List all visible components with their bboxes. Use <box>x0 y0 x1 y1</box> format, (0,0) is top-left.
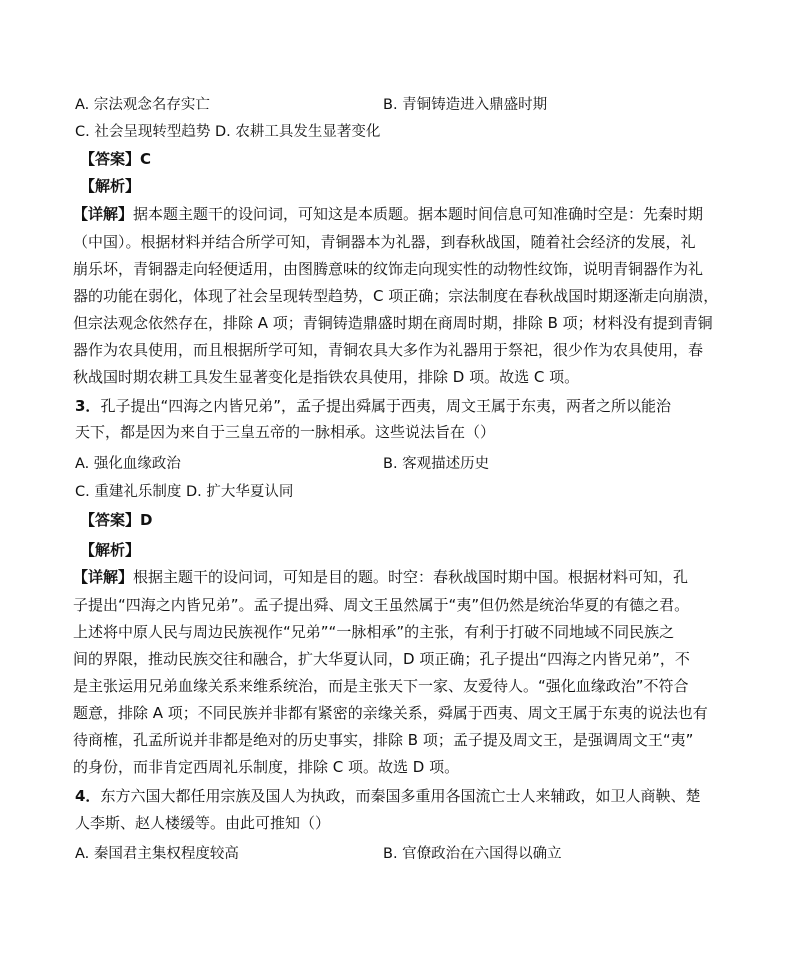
q2-detail-line: 崩乐坏，青铜器走向轻便适用，由图腾意味的纹饰走向现实性的动物性纹饰，说明青铜器作为礼 <box>73 260 704 278</box>
q3-stem-text: 孔子提出“四海之内皆兄弟”，孟子提出舜属于西夷，周文王属于东夷，两者之所以能治 <box>100 397 671 415</box>
q3-detail-line: 间的界限，推动民族交往和融合，扩大华夏认同，D 项正确；孔子提出“四海之内皆兄弟”，不 <box>73 650 690 668</box>
question-number: 3． <box>75 397 101 415</box>
q2-option-c: C. 社会呈现转型趋势 <box>75 124 211 140</box>
q2-detail-line: （中国）。根据材料并结合所学可知，青铜器本为礼器，到春秋战国，随着社会经济的发展，礼 <box>73 233 696 251</box>
q2-option-a: A. 宗法观念名存实亡 <box>75 97 210 113</box>
q3-stem <box>75 396 671 416</box>
q2-detail-line <box>73 204 703 224</box>
q4-option-a: A. 秦国君主集权程度较高 <box>75 846 239 862</box>
answer-value: C <box>140 150 152 168</box>
detail-label: 【详解】 <box>73 568 134 586</box>
q4-stem <box>75 786 700 806</box>
q4-stem-text: 东方六国大都任用宗族及国人为执政，而秦国多重用各国流亡士人来辅政，如卫人商鞅、楚 <box>100 787 701 805</box>
q3-detail-line: 子提出“四海之内皆兄弟”。孟子提出舜、周文王虽然属于“夷”但仍然是统治华夏的有德之君。 <box>73 596 690 614</box>
q2-answer <box>80 149 151 169</box>
q2-option-cd <box>75 122 380 142</box>
q2-detail-line: 但宗法观念依然存在，排除 A 项；青铜铸造鼎盛时期在商周时期，排除 B 项；材料没有提到青铜 <box>73 314 713 332</box>
q3-detail-line: 是主张运用兄弟血缘关系来维系统治，而是主张天下一家、友爱待人。“强化血缘政治”不符合 <box>73 677 689 695</box>
q2-detail-line: 秋战国时期农耕工具发生显著变化是指铁农具使用，排除 D 项。故选 C 项。 <box>73 368 580 386</box>
q3-answer <box>80 510 152 530</box>
q3-option-d: D. 扩大华夏认同 <box>185 484 294 500</box>
q3-detail-line: 上述将中原人民与周边民族视作“兄弟”“一脉相承”的主张，有利于打破不同地域不同民族之 <box>73 623 675 641</box>
detail-text: 据本题主题干的设问词，可知这是本质题。据本题时间信息可知准确时空是：先秦时期 <box>133 205 704 223</box>
q4-stem-line-2: 人李斯、赵人楼缓等。由此可推知（） <box>75 814 331 832</box>
q2-option-d: D. 农耕工具发生显著变化 <box>214 124 381 140</box>
answer-label: 【答案】 <box>80 150 141 168</box>
q3-detail-line: 待商榷，孔孟所说并非都是绝对的历史事实，排除 B 项；孟子提及周文王，是强调周文王“夷” <box>73 731 694 749</box>
answer-label: 【答案】 <box>80 511 141 529</box>
q2-detail-line: 器的功能在弱化，体现了社会呈现转型趋势，C 项正确；宗法制度在春秋战国时期逐渐走向崩溃， <box>73 287 719 305</box>
q3-option-a: A. 强化血缘政治 <box>75 456 181 472</box>
q3-detail-line: 的身份，而非肯定西周礼乐制度，排除 C 项。故选 D 项。 <box>73 758 460 776</box>
q2-analysis-label: 【解析】 <box>80 177 141 195</box>
q2-option-b: B. 青铜铸造进入鼎盛时期 <box>383 97 548 113</box>
q3-option-c: C. 重建礼乐制度 <box>75 484 182 500</box>
q2-detail-line: 器作为农具使用，而且根据所学可知，青铜农具大多作为礼器用于祭祀，很少作为农具使用，春 <box>73 341 704 359</box>
detail-label: 【详解】 <box>73 205 134 223</box>
answer-value: D <box>140 511 153 529</box>
q3-detail-line <box>73 567 688 587</box>
q3-analysis-label: 【解析】 <box>80 541 141 559</box>
q4-option-b: B. 官僚政治在六国得以确立 <box>383 846 562 862</box>
question-number: 4． <box>75 787 101 805</box>
q3-detail-line: 题意，排除 A 项；不同民族并非都有紧密的亲缘关系，舜属于西夷、周文王属于东夷的说法也有 <box>73 704 708 722</box>
q3-option-b: B. 客观描述历史 <box>383 456 490 472</box>
detail-text: 根据主题干的设问词，可知是目的题。时空：春秋战国时期中国。根据材料可知，孔 <box>133 568 689 586</box>
q3-option-cd <box>75 482 293 502</box>
q3-stem-line-2: 天下，都是因为来自于三皇五帝的一脉相承。这些说法旨在（） <box>75 423 496 441</box>
